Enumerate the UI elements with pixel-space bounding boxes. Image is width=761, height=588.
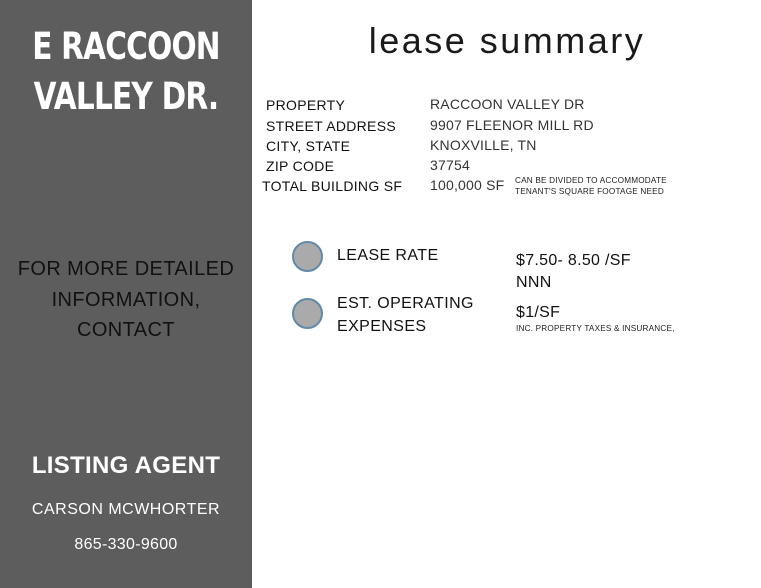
city-state-value: KNOXVILLE, TN [430,137,537,153]
contact-line2: INFORMATION, [51,288,201,311]
sf-note-line1: CAN BE DIVIDED TO ACCOMMODATE [515,176,667,185]
sf-note-line2: TENANT'S SQUARE FOOTAGE NEED [515,187,664,196]
property-title-line2: VALLEY DR. [33,75,219,118]
lease-rate-value-line1: $7.50- 8.50 /SF [516,252,631,269]
lease-rate-value-line2: NNN [516,274,552,291]
property-title-line1: E RACCOON [32,25,220,68]
contact-line3: CONTACT [77,319,175,341]
lease-rate-bullet-icon [292,241,323,272]
street-address-value: 9907 FLEENOR MILL RD [430,117,594,133]
operating-expenses-value: $1/SF [516,304,561,321]
street-address-label: STREET ADDRESS [266,118,396,134]
sf-note [515,175,667,197]
lease-rate-label: LEASE RATE [337,247,439,264]
total-building-sf-label: TOTAL BUILDING SF [262,178,403,194]
contact-line1: FOR MORE DETAILED [17,258,235,280]
operating-expenses-label-line1: EST. OPERATING [337,295,474,312]
total-building-sf-value: 100,000 SF [430,177,505,193]
lease-rate-value [516,250,631,294]
property-title [25,22,227,122]
zip-code-value: 37754 [430,157,470,173]
city-state-label: CITY, STATE [266,138,351,154]
agent-phone[interactable]: 865-330-9600 [74,536,178,553]
operating-expenses-bullet-icon [292,298,323,329]
page-title: lease summary [368,20,646,61]
property-label: PROPERTY [266,97,346,113]
operating-expenses-label-line2: EXPENSES [337,318,427,335]
sidebar [0,0,252,588]
property-value: RACCOON VALLEY DR [430,96,585,112]
zip-code-label: ZIP CODE [266,158,335,174]
listing-agent-heading: LISTING AGENT [31,452,221,479]
operating-expenses-label [337,292,474,338]
operating-expenses-note: INC. PROPERTY TAXES & INSURANCE, [516,324,675,333]
contact-prompt [0,254,252,346]
agent-name: CARSON MCWHORTER [31,501,221,518]
